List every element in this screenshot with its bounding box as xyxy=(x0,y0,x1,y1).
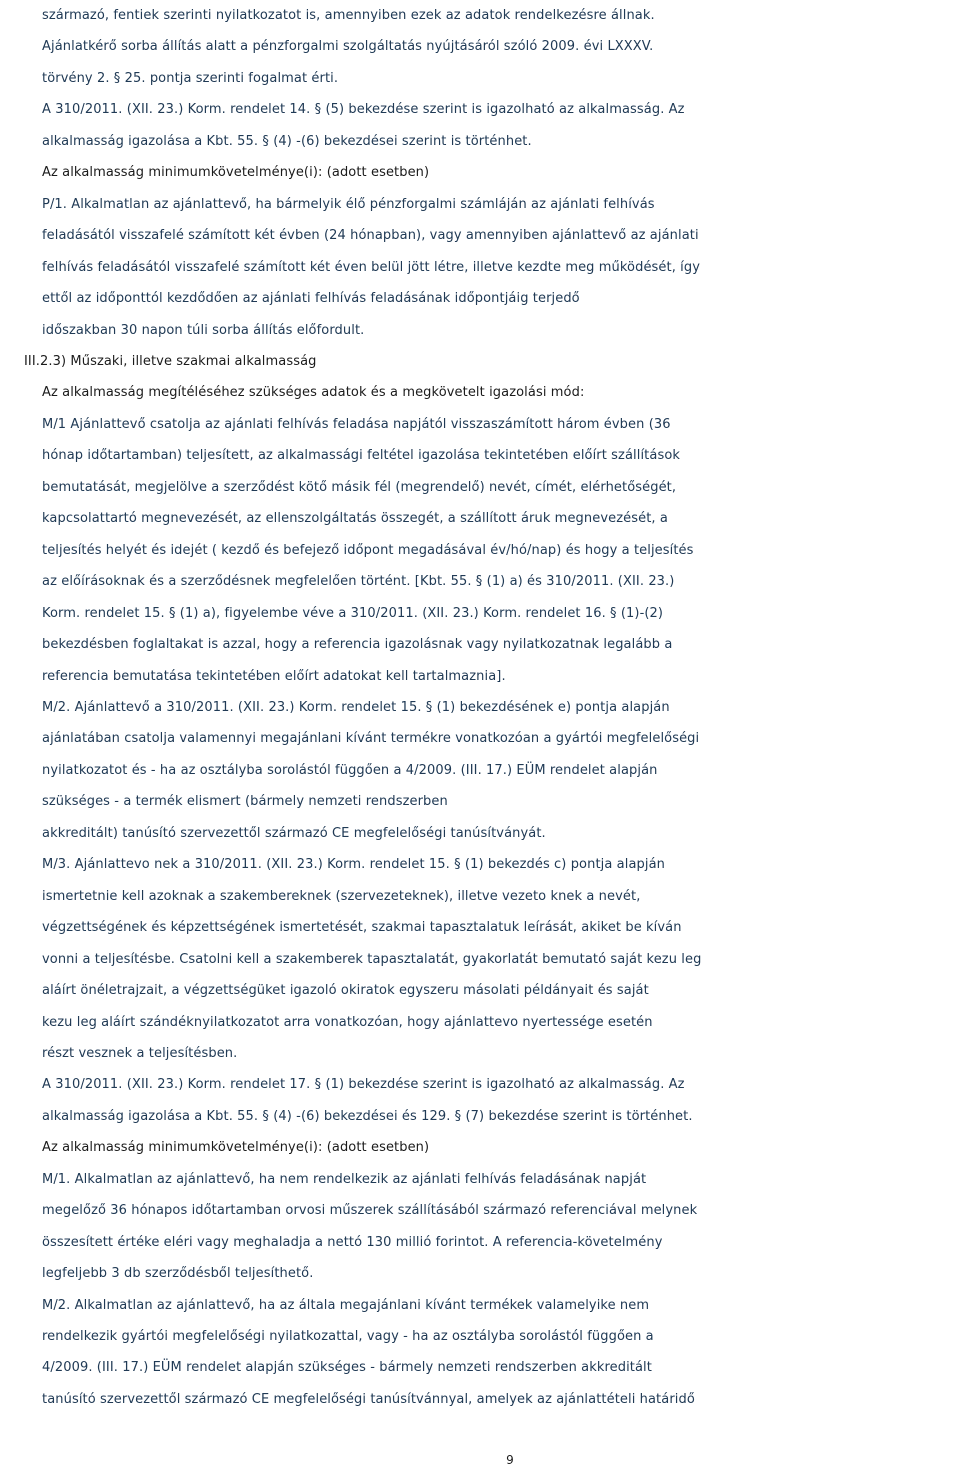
text-line: alkalmasság igazolása a Kbt. 55. § (4) -(6) bekezdései és 129. § (7) bekezdése szerint is történhet. xyxy=(42,1108,693,1124)
text-line: bemutatását, megjelölve a szerződést kötő másik fél (megrendelő) nevét, címét, elérhetőségét, xyxy=(42,479,677,495)
text-line: M/2. Alkalmatlan az ajánlattevő, ha az általa megajánlani kívánt termékek valamelyike nem xyxy=(42,1297,650,1313)
text-line: rendelkezik gyártói megfelelőségi nyilatkozattal, vagy - ha az osztályba sorolástól függően a xyxy=(42,1329,654,1345)
text-line: időszakban 30 napon túli sorba állítás előfordult. xyxy=(42,322,365,338)
text-line: az előírásoknak és a szerződésnek megfelelően történt. [Kbt. 55. § (1) a) és 310/2011. (XII. 23.) xyxy=(42,574,675,590)
text-line: szükséges - a termék elismert (bármely nemzeti rendszerben xyxy=(42,794,448,810)
text-line: kapcsolattartó megnevezését, az ellenszolgáltatás összegét, a szállított áruk megnevezését, a xyxy=(42,511,668,527)
text-line: feladásától visszafelé számított két évben (24 hónapban), vagy amennyiben ajánlattevő az ajánlati xyxy=(42,228,699,244)
requirement-heading: Az alkalmasság minimumkövetelménye(i): (adott esetben) xyxy=(42,165,430,181)
text-line: törvény 2. § 25. pontja szerinti fogalmat érti. xyxy=(42,70,339,86)
text-line: alkalmasság igazolása a Kbt. 55. § (4) -(6) bekezdései szerint is történhet. xyxy=(42,133,532,149)
text-line: felhívás feladásától visszafelé számított két éven belül jött létre, illetve kezdte meg működését, így xyxy=(42,259,701,275)
text-line: A 310/2011. (XII. 23.) Korm. rendelet 17. § (1) bekezdése szerint is igazolható az alkalmasság. Az xyxy=(42,1077,685,1093)
text-line: Ajánlatkérő sorba állítás alatt a pénzforgalmi szolgáltatás nyújtásáról szóló 2009. évi LXXXV. xyxy=(42,39,654,55)
text-line: P/1. Alkalmatlan az ajánlattevő, ha bármelyik élő pénzforgalmi számláján az ajánlati felhívás xyxy=(42,196,655,212)
text-line: M/1. Alkalmatlan az ajánlattevő, ha nem rendelkezik az ajánlati felhívás feladásának napját xyxy=(42,1171,647,1187)
text-line: A 310/2011. (XII. 23.) Korm. rendelet 14. § (5) bekezdése szerint is igazolható az alkalmasság. Az xyxy=(42,102,685,118)
document-body xyxy=(24,0,960,1415)
text-line: tanúsító szervezettől származó CE megfelelőségi tanúsítvánnyal, amelyek az ajánlattételi határidő xyxy=(42,1391,695,1407)
text-line: ismertetnie kell azoknak a szakembereknek (szervezeteknek), illetve vezeto knek a nevét, xyxy=(42,888,641,904)
text-line: akkreditált) tanúsító szervezettől származó CE megfelelőségi tanúsítványát. xyxy=(42,825,546,841)
requirement-heading: Az alkalmasság minimumkövetelménye(i): (adott esetben) xyxy=(42,1140,430,1156)
text-line: M/2. Ajánlattevő a 310/2011. (XII. 23.) Korm. rendelet 15. § (1) bekezdésének e) pontja alapján xyxy=(42,699,670,715)
text-line: M/1 Ajánlattevő csatolja az ajánlati felhívás feladása napjától visszaszámított három évben (36 xyxy=(42,416,671,432)
text-line: aláírt önéletrajzait, a végzettségüket igazoló okiratok egyszeru másolati példányait és saját xyxy=(42,983,649,999)
text-line: végzettségének és képzettségének ismertetését, szakmai tapasztalatuk leírását, akiket be kíván xyxy=(42,920,682,936)
page-number: 9 xyxy=(506,1453,514,1467)
text-line: ettől az időponttól kezdődően az ajánlati felhívás feladásának időpontjáig terjedő xyxy=(42,291,580,307)
text-line: összesített értéke eléri vagy meghaladja a nettó 130 millió forintot. A referencia-követelmény xyxy=(42,1234,663,1250)
text-line: kezu leg aláírt szándéknyilatkozatot arra vonatkozóan, hogy ajánlattevo nyertessége esetén xyxy=(42,1014,653,1030)
text-line: 4/2009. (III. 17.) EÜM rendelet alapján szükséges - bármely nemzeti rendszerben akkreditált xyxy=(42,1360,652,1376)
subsection-heading: Az alkalmasság megítéléséhez szükséges adatok és a megkövetelt igazolási mód: xyxy=(42,385,585,401)
text-line: megelőző 36 hónapos időtartamban orvosi műszerek szállításából származó referenciával melynek xyxy=(42,1203,698,1219)
text-line: referencia bemutatása tekintetében előírt adatokat kell tartalmaznia]. xyxy=(42,668,506,684)
text-line: teljesítés helyét és idejét ( kezdő és befejező időpont megadásával év/hó/nap) és hogy a teljesítés xyxy=(42,542,694,558)
section-heading: III.2.3) Műszaki, illetve szakmai alkalmasság xyxy=(24,353,317,369)
text-line: nyilatkozatot és - ha az osztályba sorolástól függően a 4/2009. (III. 17.) EÜM rendelet alapján xyxy=(42,762,658,778)
text-line: M/3. Ajánlattevo nek a 310/2011. (XII. 23.) Korm. rendelet 15. § (1) bekezdés c) pontja alapján xyxy=(42,857,665,873)
text-line: bekezdésben foglaltakat is azzal, hogy a referencia igazolásnak vagy nyilatkozatnak legalább a xyxy=(42,637,673,653)
text-line: ajánlatában csatolja valamennyi megajánlani kívánt termékre vonatkozóan a gyártói megfelelőségi xyxy=(42,731,700,747)
text-line: legfeljebb 3 db szerződésből teljesíthető. xyxy=(42,1266,314,1282)
text-line: vonni a teljesítésbe. Csatolni kell a szakemberek tapasztalatát, gyakorlatát bemutató saját kezu leg xyxy=(42,951,702,967)
text-line: Korm. rendelet 15. § (1) a), figyelembe véve a 310/2011. (XII. 23.) Korm. rendelet 16. § (1)-(2) xyxy=(42,605,664,621)
text-line: hónap időtartamban) teljesített, az alkalmassági feltétel igazolása tekintetében előírt szállítások xyxy=(42,448,680,464)
text-line: származó, fentiek szerinti nyilatkozatot is, amennyiben ezek az adatok rendelkezésre állnak. xyxy=(42,8,655,23)
text-line: részt vesznek a teljesítésben. xyxy=(42,1045,238,1061)
